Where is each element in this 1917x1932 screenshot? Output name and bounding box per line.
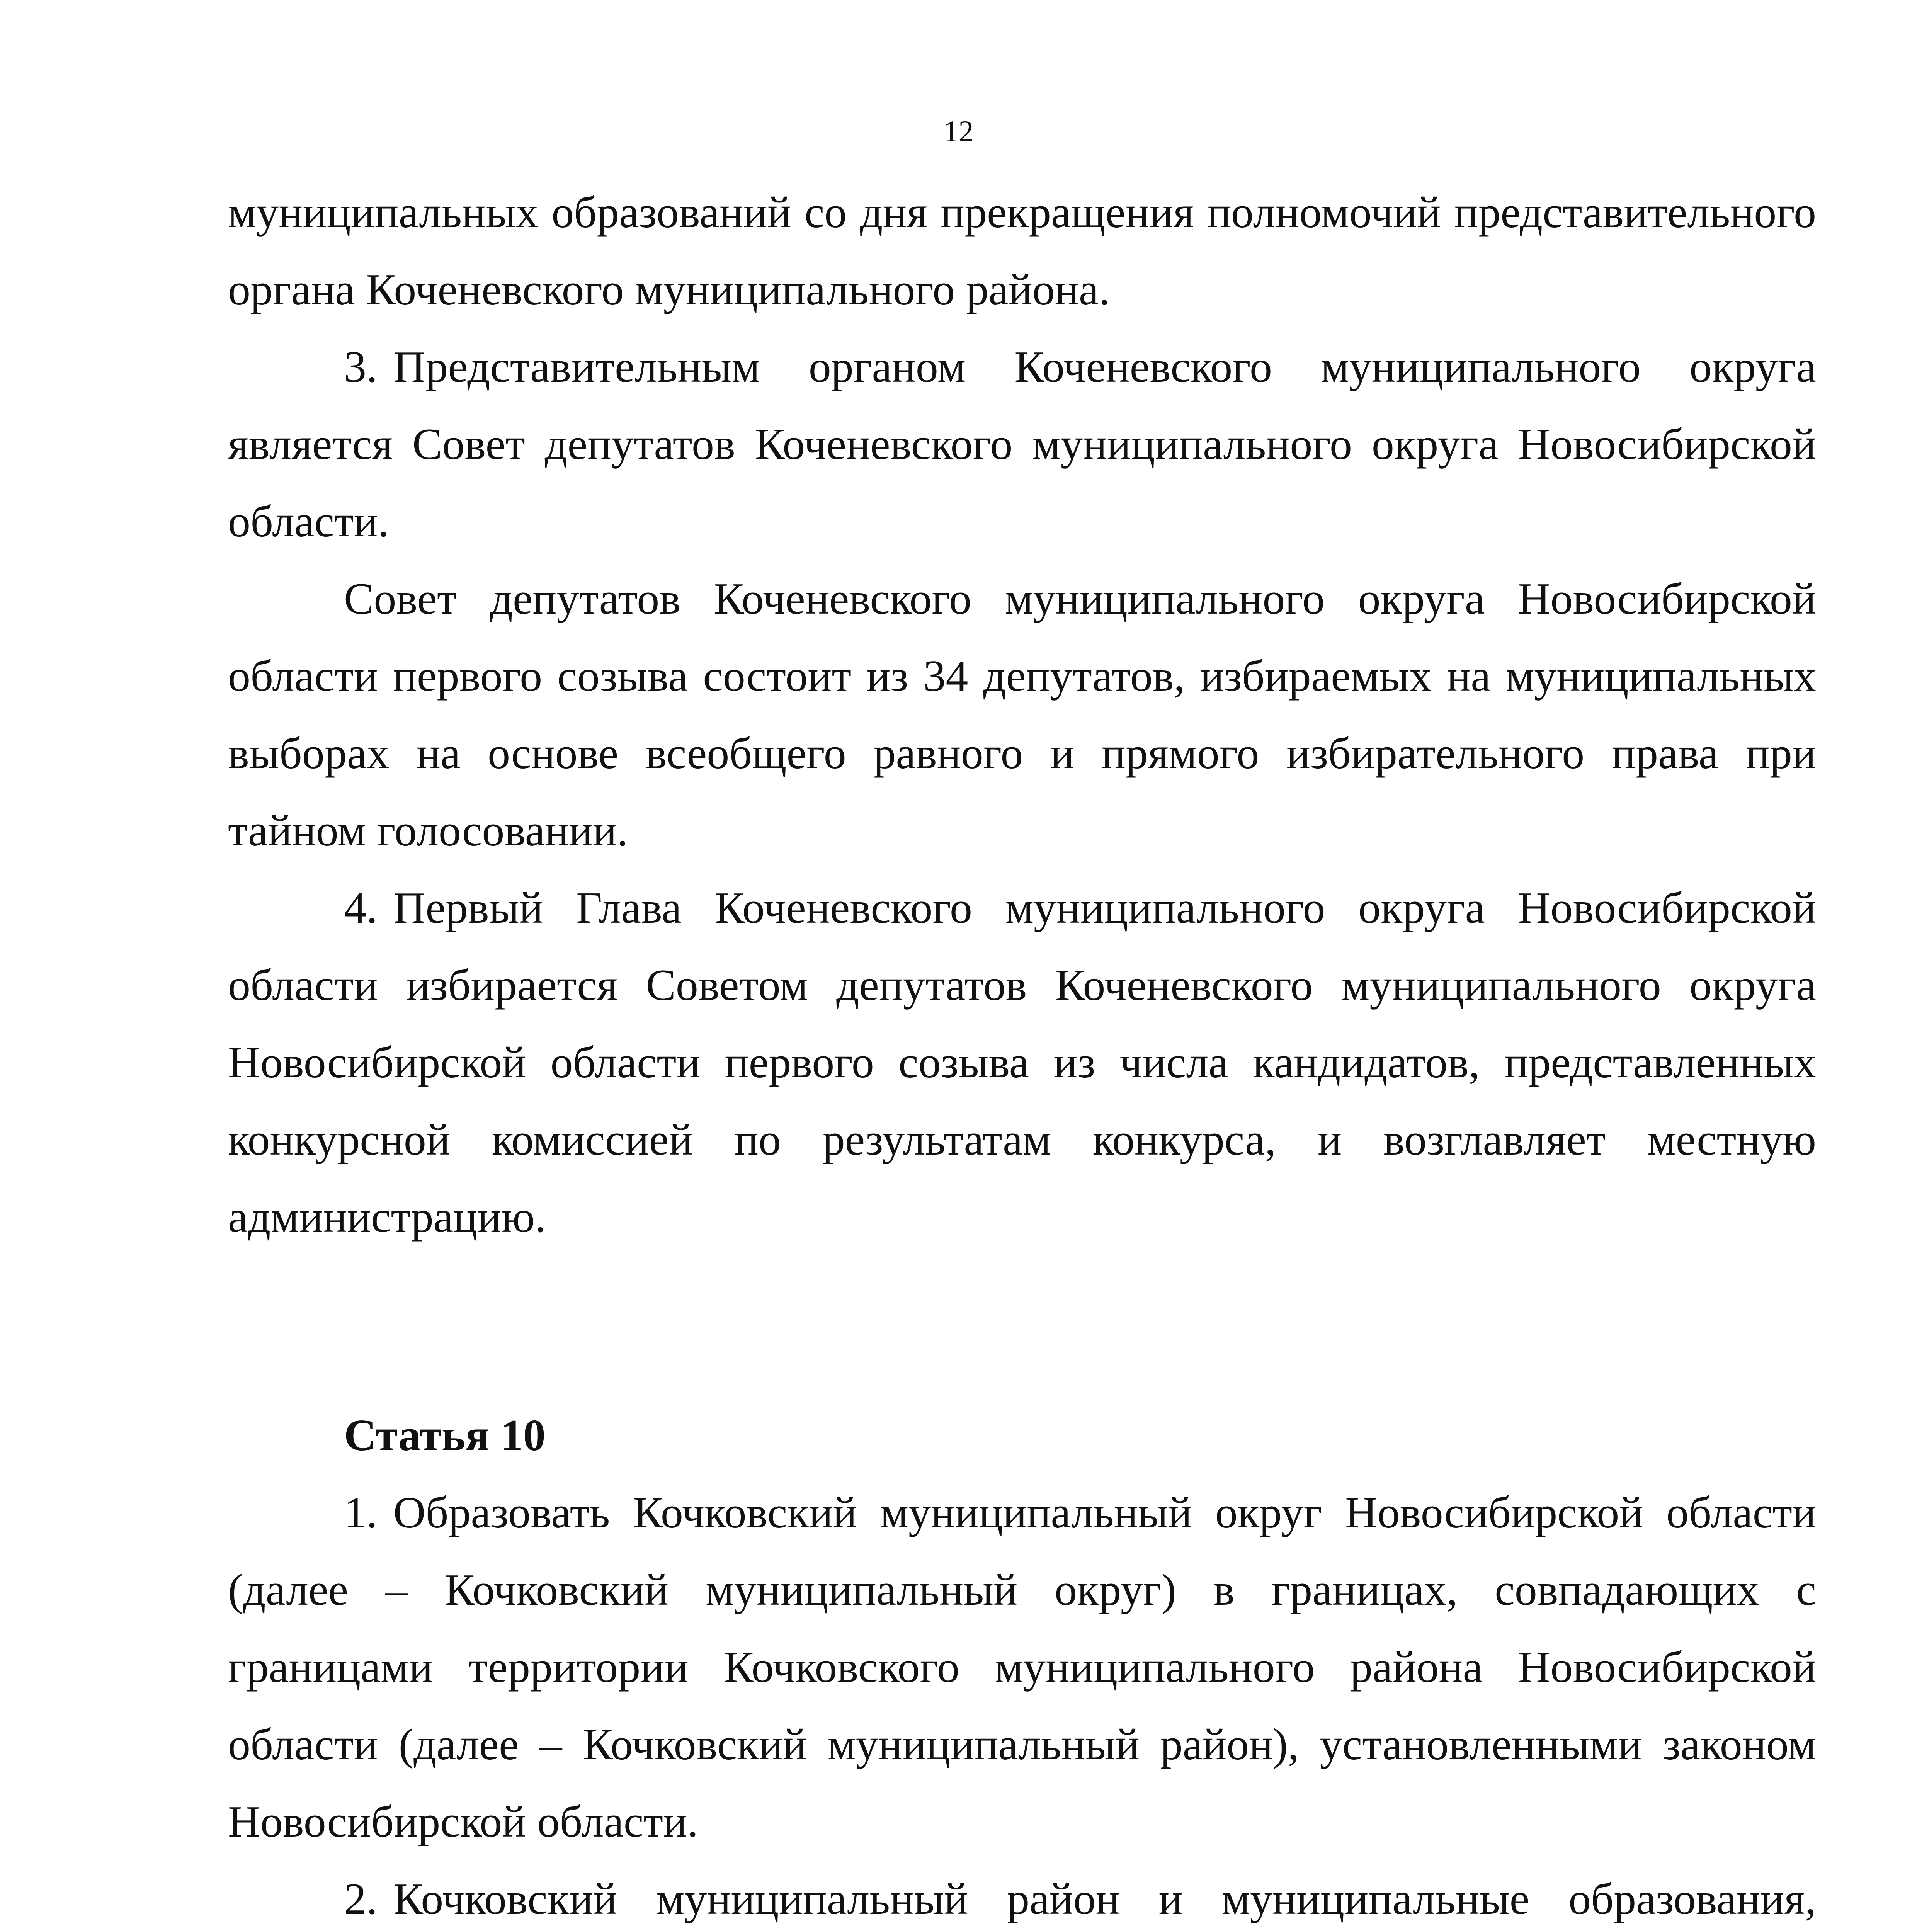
paragraph-item-1	[228, 1474, 1816, 1861]
paragraph-item-4	[228, 869, 1816, 1256]
paragraph-text: Кочковский муниципальный район и муниципальные образования,	[393, 1874, 1816, 1924]
item-number: 4.	[344, 883, 378, 933]
document-body	[228, 174, 1816, 1932]
article-heading: Статья 10	[344, 1411, 546, 1460]
item-number: 1.	[344, 1488, 378, 1537]
paragraph-item-3	[228, 328, 1816, 560]
paragraph-council-composition: Совет депутатов Коченевского муниципального округа Новосибирской области первого созыва состоит из 34 депутатов, избираемых на муниципальных выборах на основе всеобщего равного и прямого избирательного права при тайном голосовании.	[228, 574, 1816, 855]
page-number: 12	[943, 114, 974, 148]
item-number: 3.	[344, 342, 378, 392]
paragraph-item-2	[228, 1861, 1816, 1932]
paragraph-text: Представительным органом Коченевского муниципального округа является Совет депутатов Коченевского муниципального округа Новосибирской области.	[228, 342, 1816, 546]
paragraph-continuation: муниципальных образований со дня прекращения полномочий представительного органа Коченевского муниципального района.	[228, 188, 1816, 315]
paragraph-text: Образовать Кочковский муниципальный округ Новосибирской области (далее – Кочковский муниципальный округ) в границах, совпадающих с границами территории Кочковского муниципального района Новосибирской области (далее – Кочковский муниципальный район), установленными законом Новосибирской области.	[228, 1488, 1816, 1847]
paragraph-text: Первый Глава Коченевского муниципального округа Новосибирской области избирается Советом депутатов Коченевского муниципального округа Новосибирской области первого созыва из числа кандидатов, представленных конкурсной комиссией по результатам конкурса, и возглавляет местную администрацию.	[228, 883, 1816, 1242]
item-number: 2.	[344, 1874, 378, 1924]
